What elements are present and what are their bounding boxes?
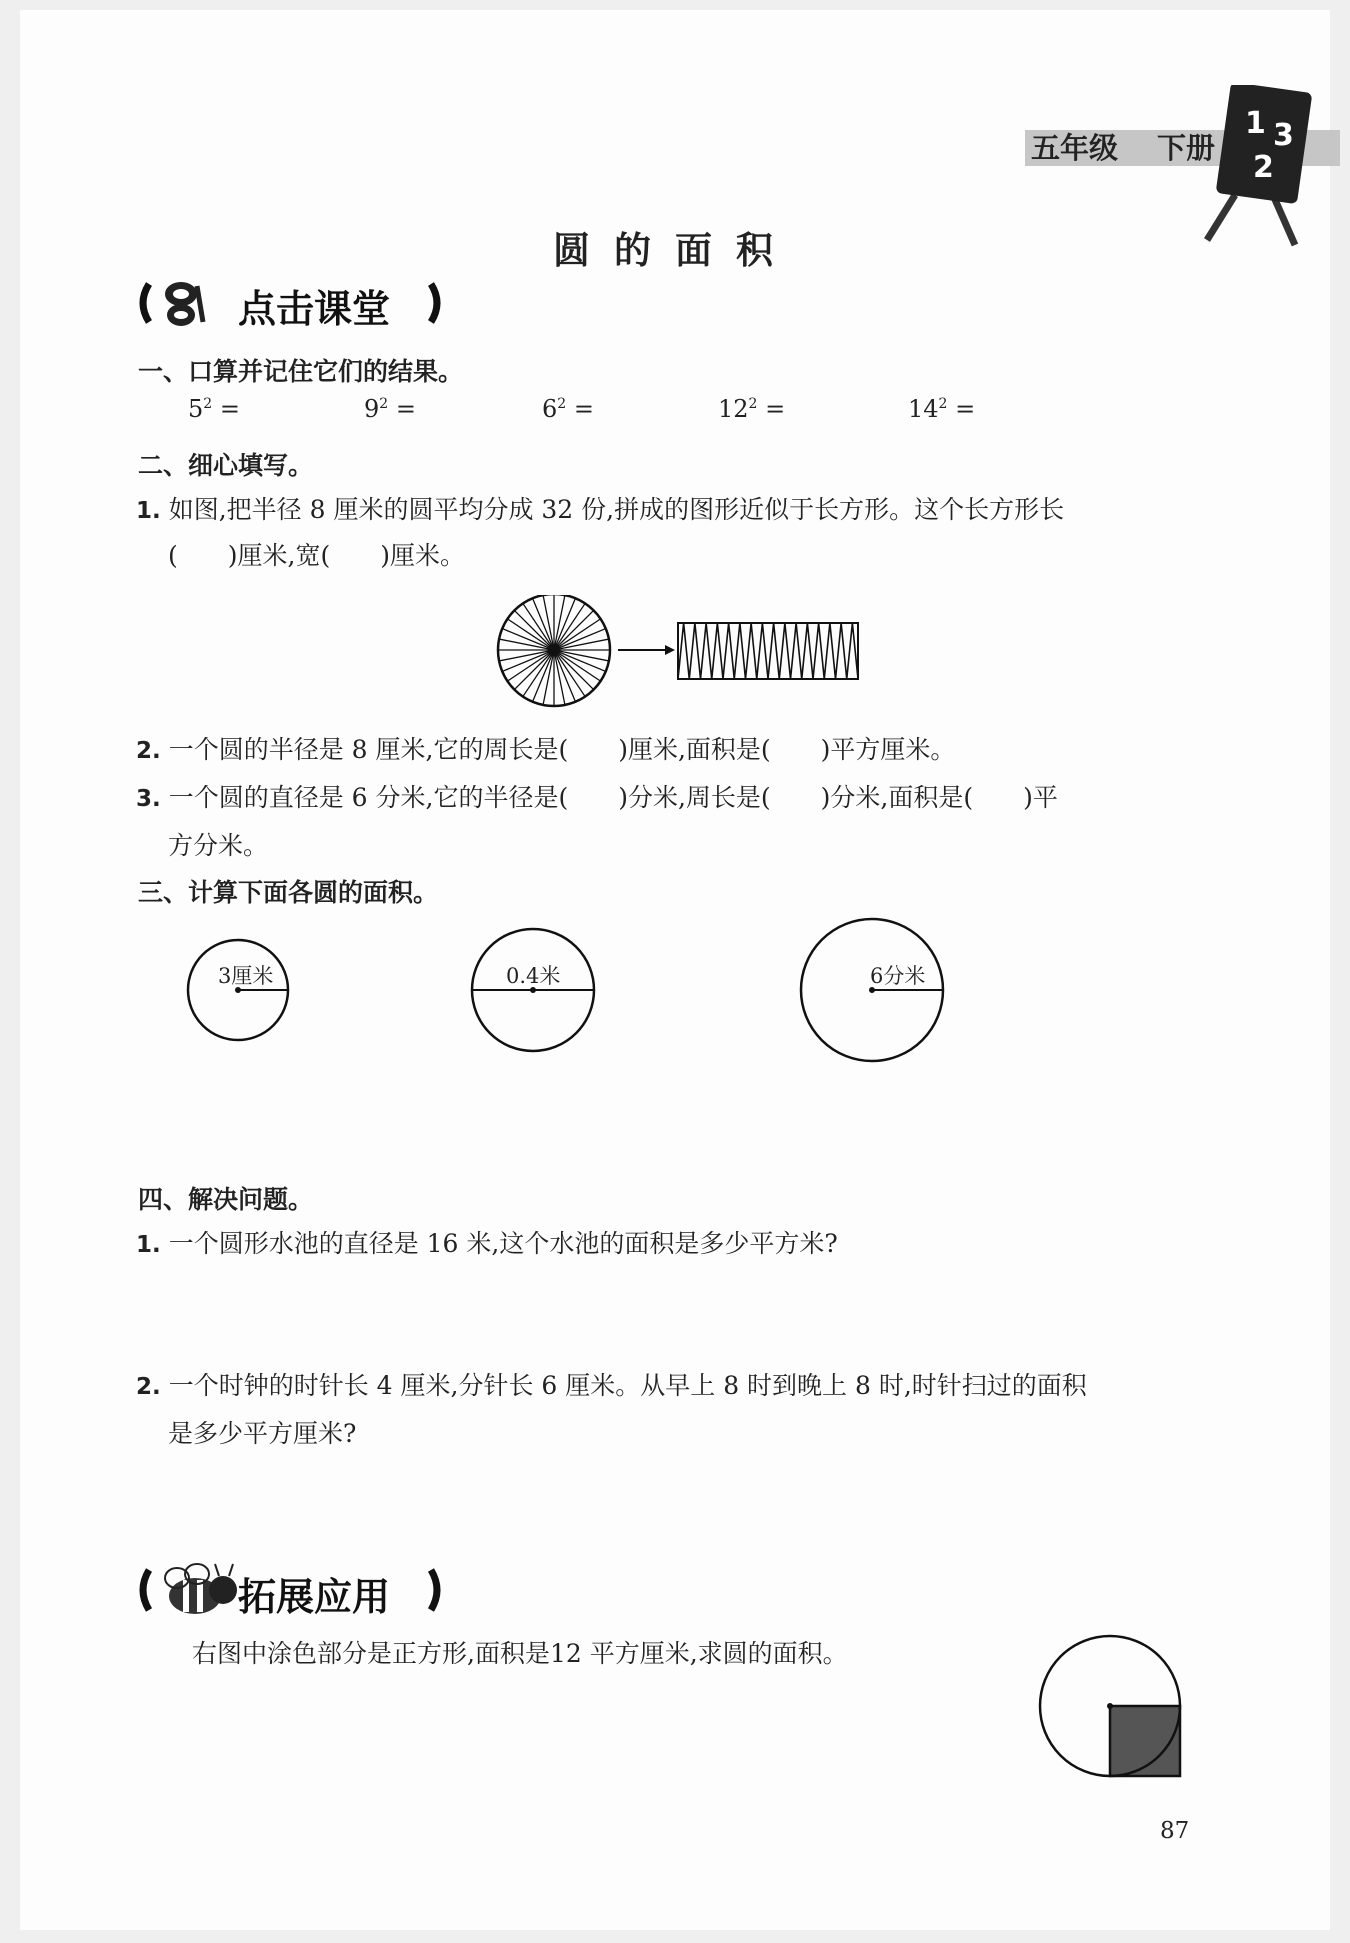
question-2-3: 3. 一个圆的直径是 6 分米,它的半径是( )分米,周长是( )分米,面积是( )平 — [136, 783, 1058, 812]
circle-label-3: 6分米 — [870, 964, 926, 988]
bee-icon — [165, 1564, 237, 1614]
sector-line — [514, 610, 554, 650]
circle-label-1: 3厘米 — [218, 964, 274, 988]
circle-to-rectangle-figure — [490, 595, 870, 715]
extension-question: 右图中涂色部分是正方形,面积是12 平方厘米,求圆的面积。 — [192, 1639, 848, 1668]
section4-heading: 四、解决问题。 — [138, 1185, 314, 1214]
question-4-1: 1. 一个圆形水池的直径是 16 米,这个水池的面积是多少平方米? — [136, 1229, 838, 1258]
banner-classroom: 点击课堂 — [238, 287, 391, 331]
question-2-1: 1. 如图,把半径 8 厘米的圆平均分成 32 份,拼成的图形近似于长方形。这个长方形长 — [136, 495, 1065, 524]
grade-label: 五年级 — [1031, 131, 1119, 165]
square-item-2: $9^2$ = — [364, 395, 416, 423]
question-4-2: 2. 一个时钟的时针长 4 厘米,分针长 6 厘米。从早上 8 时到晚上 8 时,时针扫过的面积 — [136, 1371, 1087, 1400]
square-item-4: $12^2$ = — [718, 395, 786, 423]
section1-heading: 一、口算并记住它们的结果。 — [138, 357, 464, 386]
question-2-2: 2. 一个圆的半径是 8 厘米,它的周长是( )厘米,面积是( )平方厘米。 — [136, 735, 956, 764]
circle-label-2: 0.4米 — [506, 964, 561, 988]
square-item-1: $5^2$ = — [188, 395, 240, 423]
square-item-5: $14^2$ = — [908, 395, 976, 423]
sector-line — [514, 650, 554, 690]
board-number-3: 3 — [1273, 118, 1294, 153]
sector-line — [554, 650, 594, 690]
section3-heading: 三、计算下面各圆的面积。 — [138, 878, 439, 907]
question-4-2-line2: 是多少平方厘米? — [168, 1419, 357, 1448]
circle-radius-6dm — [798, 915, 948, 1065]
square-item-3: $6^2$ = — [542, 395, 594, 423]
sector-line — [554, 610, 594, 650]
volume-label: 下册 — [1157, 131, 1216, 165]
board-number-1: 1 — [1245, 106, 1266, 141]
page-number: 87 — [1160, 1818, 1190, 1844]
board-number-2: 2 — [1253, 150, 1274, 185]
question-2-1-line2: ( )厘米,宽( )厘米。 — [168, 541, 465, 570]
section2-heading: 二、细心填写。 — [138, 451, 314, 480]
circle-diameter-0-4m — [468, 925, 598, 1055]
circle-radius-3cm — [180, 930, 300, 1050]
page-title: 圆的面积 — [553, 229, 797, 272]
banner-extension: 拓展应用 — [238, 1575, 391, 1619]
question-2-3-line2: 方分米。 — [168, 831, 269, 860]
circle-with-square-figure — [1036, 1632, 1186, 1782]
butterfly-icon — [165, 282, 203, 326]
